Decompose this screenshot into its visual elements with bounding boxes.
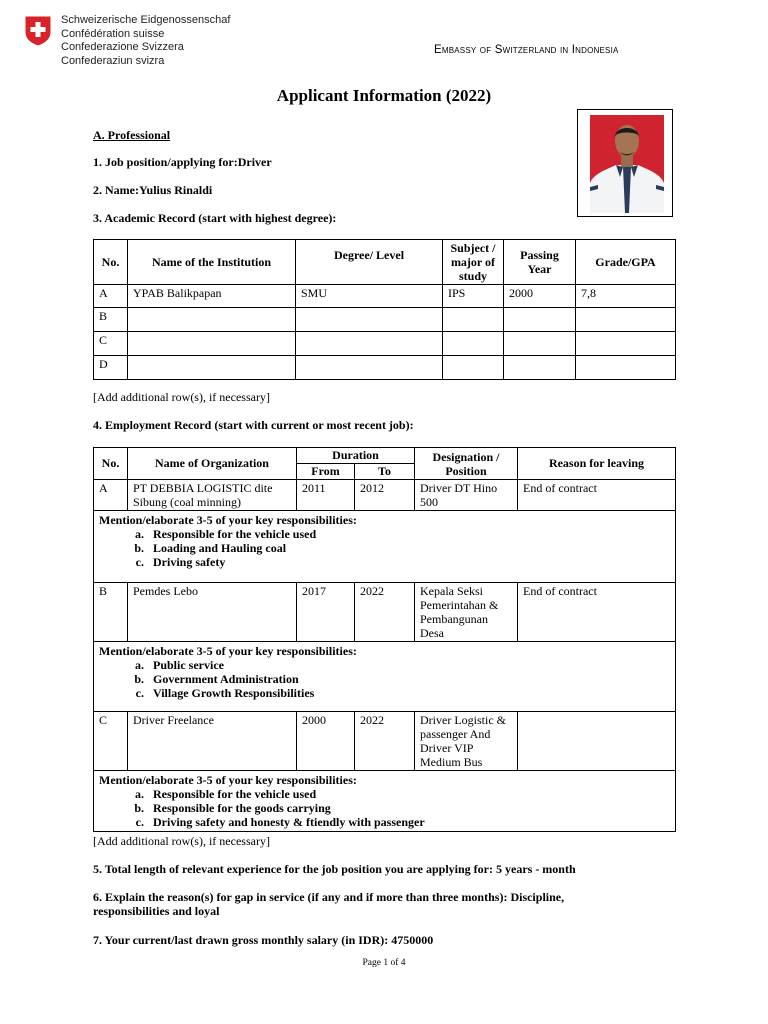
cell: D: [94, 356, 128, 380]
col-header: Reason for leaving: [518, 448, 676, 480]
cell: SMU: [296, 285, 443, 308]
table-row: [94, 480, 676, 511]
embassy-name: Embassy of Switzerland in Indonesia: [434, 44, 619, 56]
academic-table: [93, 239, 676, 380]
list-item: b. Responsible for the goods carrying: [147, 801, 670, 815]
list-item: c. Driving safety: [147, 555, 670, 569]
cell: 2017: [297, 583, 355, 642]
col-header: Degree/ Level: [296, 240, 443, 285]
responsibilities-row: [94, 642, 676, 712]
table-header-row: [94, 448, 676, 464]
add-rows-note: [Add additional row(s), if necessary]: [93, 834, 270, 848]
person-photo-icon: [590, 115, 664, 213]
table-row: [94, 356, 676, 380]
table-row: [94, 332, 676, 356]
job-position: 1. Job position/applying for:Driver: [93, 155, 272, 169]
responsibilities: [94, 642, 676, 712]
gov-line: Schweizerische Eidgenossenschaf: [61, 14, 231, 26]
table-row: [94, 583, 676, 642]
academic-heading: 3. Academic Record (start with highest degree):: [93, 211, 337, 225]
applicant-photo: [577, 109, 673, 217]
col-header: Name of Organization: [128, 448, 297, 480]
employment-table: [93, 447, 676, 832]
cell: A: [94, 285, 128, 308]
cell: 2022: [355, 712, 415, 771]
cell: Kepala Seksi Pemerintahan & Pembangunan Desa: [415, 583, 518, 642]
gov-line: Confederaziun svizra: [61, 54, 165, 66]
cell: B: [94, 583, 128, 642]
cell: B: [94, 308, 128, 332]
cell: C: [94, 712, 128, 771]
page-number: Page 1 of 4: [362, 958, 406, 968]
list-item: a. Public service: [147, 658, 670, 672]
cell: IPS: [443, 285, 504, 308]
list-item: b. Loading and Hauling coal: [147, 541, 670, 555]
federation-names: [61, 14, 231, 66]
cell: 2012: [355, 480, 415, 511]
table-row: [94, 285, 676, 308]
col-header: No.: [94, 240, 128, 285]
responsibilities-row: [94, 511, 676, 583]
list-item: a. Responsible for the vehicle used: [147, 787, 670, 801]
cell: End of contract: [518, 480, 676, 511]
col-header: Designation / Position: [415, 448, 518, 480]
col-header: Grade/GPA: [576, 240, 676, 285]
section-a-heading: A. Professional: [93, 128, 171, 142]
list-item: c. Driving safety and honesty & ftiendly with passenger: [147, 815, 670, 829]
responsibilities-label: Mention/elaborate 3-5 of your key responsibilities:: [99, 644, 357, 658]
responsibilities: [94, 771, 676, 832]
experience-length: 5. Total length of relevant experience for the job position you are applying for: 5 years - month: [93, 862, 576, 876]
col-header: Name of the Institution: [128, 240, 296, 285]
applicant-name: 2. Name:Yulius Rinaldi: [93, 183, 213, 197]
list-item: a. Responsible for the vehicle used: [147, 527, 670, 541]
cell: [518, 712, 676, 771]
cell: 7,8: [576, 285, 676, 308]
swiss-coat-of-arms-icon: [24, 15, 52, 47]
cell: Driver Freelance: [128, 712, 297, 771]
col-header: Duration: [297, 448, 415, 464]
col-header: Passing Year: [504, 240, 576, 285]
col-header: Subject / major of study: [443, 240, 504, 285]
cell: C: [94, 332, 128, 356]
employment-heading: 4. Employment Record (start with current or most recent job):: [93, 418, 414, 432]
cell: A: [94, 480, 128, 511]
add-rows-note: [Add additional row(s), if necessary]: [93, 390, 270, 404]
salary: 7. Your current/last drawn gross monthly salary (in IDR): 4750000: [93, 933, 434, 947]
cell: 2000: [297, 712, 355, 771]
cell: 2022: [355, 583, 415, 642]
page-title: Applicant Information (2022): [276, 86, 492, 105]
responsibilities: [94, 511, 676, 583]
col-header: To: [355, 464, 415, 480]
list-item: c. Village Growth Responsibilities: [147, 686, 670, 700]
cell: Pemdes Lebo: [128, 583, 297, 642]
table-header-row: [94, 240, 676, 285]
cell: End of contract: [518, 583, 676, 642]
cell: Driver Logistic & passenger And Driver VIP Medium Bus: [415, 712, 518, 771]
responsibilities-row: [94, 771, 676, 832]
cell: Driver DT Hino 500: [415, 480, 518, 511]
cell: PT DEBBIA LOGISTIC dite Sibung (coal minning): [128, 480, 297, 511]
gov-line: Confederazione Svizzera: [61, 41, 184, 53]
cell: 2000: [504, 285, 576, 308]
responsibilities-label: Mention/elaborate 3-5 of your key responsibilities:: [99, 513, 357, 527]
list-item: b. Government Administration: [147, 672, 670, 686]
responsibilities-label: Mention/elaborate 3-5 of your key responsibilities:: [99, 773, 357, 787]
col-header: From: [297, 464, 355, 480]
service-gap-reason: 6. Explain the reason(s) for gap in service (if any and if more than three months): Discipline, responsibilities and loyal: [93, 890, 565, 918]
cell: YPAB Balikpapan: [128, 285, 296, 308]
cell: 2011: [297, 480, 355, 511]
table-row: [94, 308, 676, 332]
col-header: No.: [94, 448, 128, 480]
table-row: [94, 712, 676, 771]
gov-line: Confédération suisse: [61, 27, 165, 40]
